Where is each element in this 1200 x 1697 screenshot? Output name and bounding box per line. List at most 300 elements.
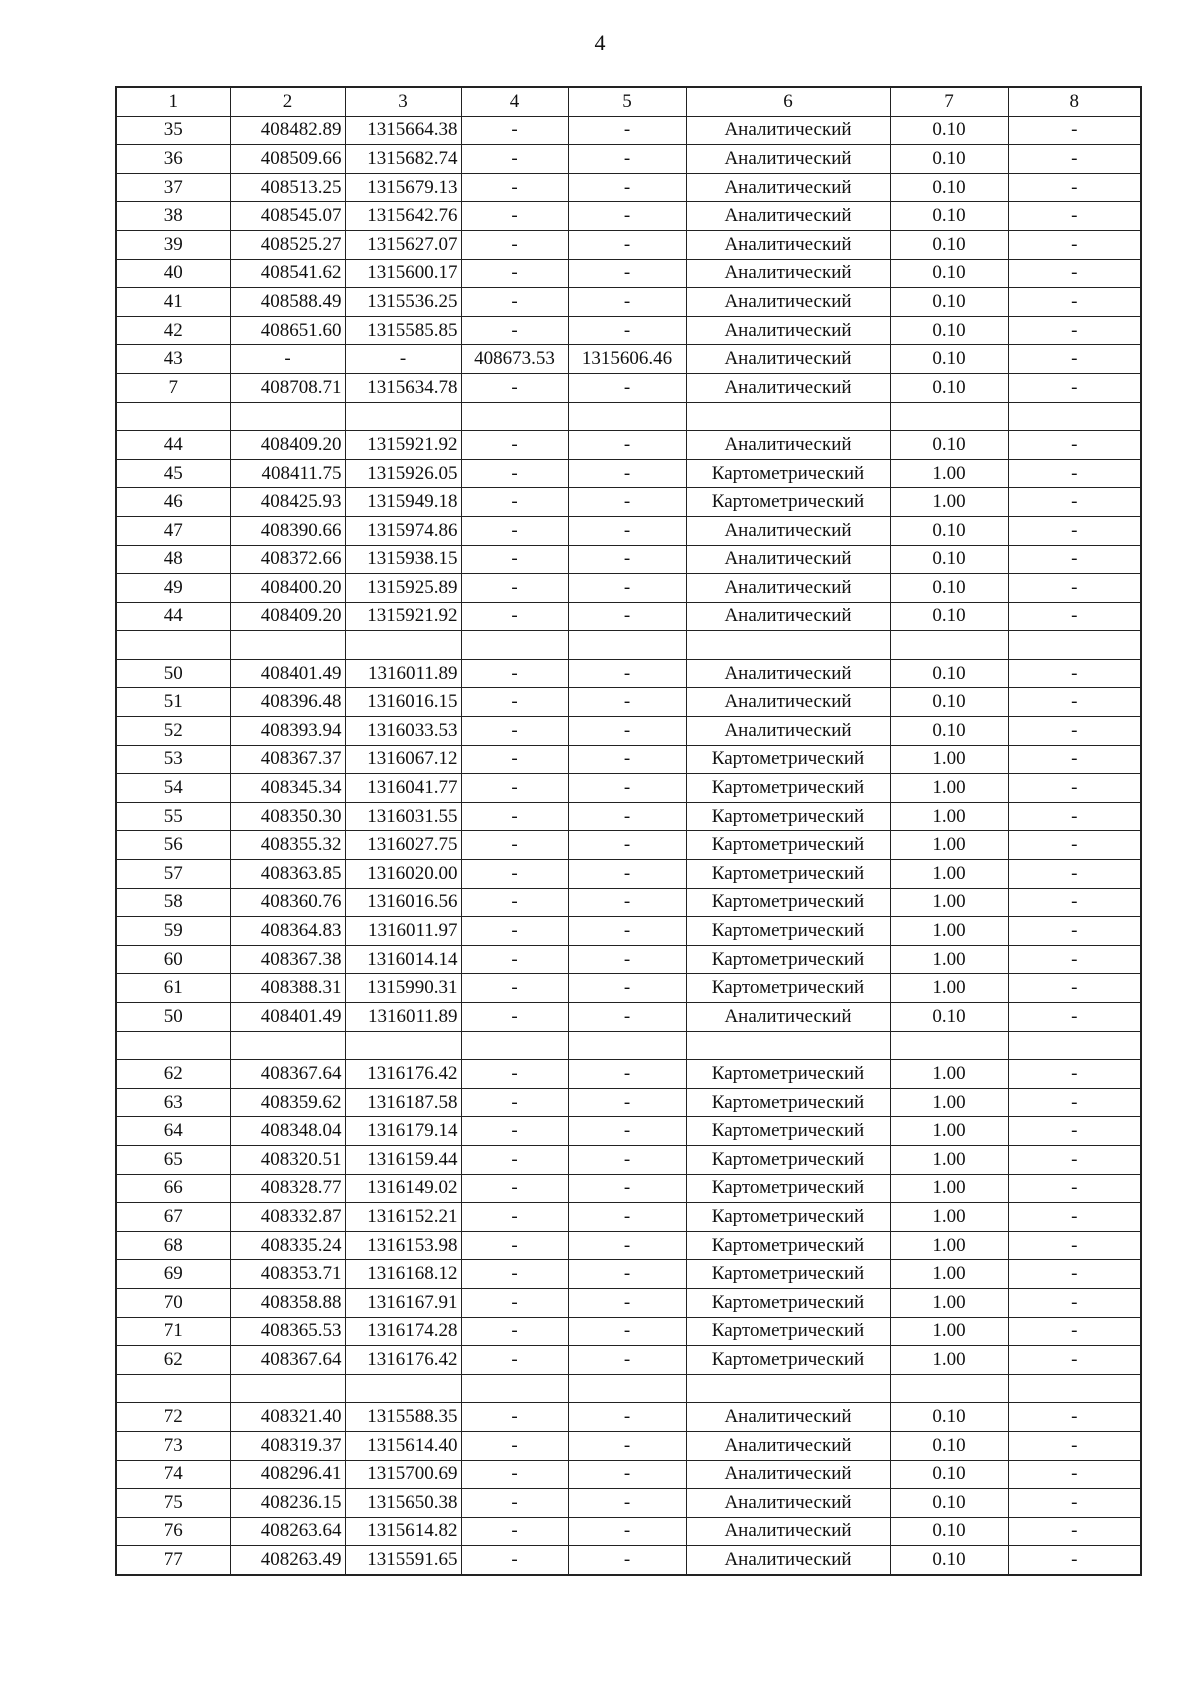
table-cell: 408335.24 [230, 1231, 345, 1260]
table-cell: 408365.53 [230, 1317, 345, 1346]
table-cell: - [568, 1060, 686, 1089]
table-cell: 1315600.17 [345, 259, 461, 288]
table-row [116, 1489, 1141, 1518]
table-cell: 1315938.15 [345, 545, 461, 574]
table-row [116, 545, 1141, 574]
table-cell: - [1008, 259, 1141, 288]
table-cell: - [568, 488, 686, 517]
table-cell: - [1008, 717, 1141, 746]
table-row [116, 717, 1141, 746]
table-cell: 0.10 [890, 1546, 1008, 1575]
table-row [116, 202, 1141, 231]
table-cell: 48 [116, 545, 230, 574]
table-cell: Картометрический [686, 1317, 890, 1346]
table-cell: Аналитический [686, 516, 890, 545]
table-cell: 1316016.15 [345, 688, 461, 717]
table-cell: 0.10 [890, 116, 1008, 145]
table-cell: 54 [116, 774, 230, 803]
table-cell: 1316168.12 [345, 1260, 461, 1289]
table-cell: 1316174.28 [345, 1317, 461, 1346]
table-cell: - [568, 1431, 686, 1460]
table-cell: 1316027.75 [345, 831, 461, 860]
table-cell: 408296.41 [230, 1460, 345, 1489]
table-cell: 408360.76 [230, 888, 345, 917]
table-cell: - [568, 1003, 686, 1032]
table-cell [461, 631, 568, 660]
table-cell: - [461, 1317, 568, 1346]
table-cell: - [568, 173, 686, 202]
table-cell: - [568, 1117, 686, 1146]
table-cell [568, 631, 686, 660]
table-row [116, 345, 1141, 374]
table-cell: - [461, 1546, 568, 1575]
table-cell: - [1008, 688, 1141, 717]
table-cell: 408353.71 [230, 1260, 345, 1289]
table-cell: Картометрический [686, 1117, 890, 1146]
table-cell: 408708.71 [230, 373, 345, 402]
table-cell: 408359.62 [230, 1088, 345, 1117]
table-cell: 1.00 [890, 1117, 1008, 1146]
table-cell: - [461, 1231, 568, 1260]
table-cell: 408525.27 [230, 230, 345, 259]
table-cell [686, 631, 890, 660]
table-cell: Аналитический [686, 259, 890, 288]
table-cell: 408409.20 [230, 602, 345, 631]
table-row [116, 1317, 1141, 1346]
table-cell: Картометрический [686, 745, 890, 774]
table-cell: Аналитический [686, 173, 890, 202]
table-cell [890, 1031, 1008, 1060]
table-cell: 408348.04 [230, 1117, 345, 1146]
table-cell: - [568, 717, 686, 746]
table-cell: Картометрический [686, 1060, 890, 1089]
table-cell: - [461, 1117, 568, 1146]
table-cell: 45 [116, 459, 230, 488]
table-cell [686, 402, 890, 431]
table-row [116, 774, 1141, 803]
table-cell: - [1008, 459, 1141, 488]
table-cell [230, 631, 345, 660]
table-cell: Картометрический [686, 459, 890, 488]
table-cell: - [461, 831, 568, 860]
table-cell: - [1008, 1003, 1141, 1032]
table-cell: Картометрический [686, 831, 890, 860]
table-cell: - [568, 831, 686, 860]
table-row [116, 688, 1141, 717]
table-cell: 1.00 [890, 459, 1008, 488]
table-cell: - [1008, 1260, 1141, 1289]
table-cell: - [461, 116, 568, 145]
table-cell: 408400.20 [230, 574, 345, 603]
table-cell: 1.00 [890, 1145, 1008, 1174]
table-cell: 408358.88 [230, 1288, 345, 1317]
table-cell: 1.00 [890, 1260, 1008, 1289]
table-cell: - [1008, 1346, 1141, 1375]
table-cell [1008, 1031, 1141, 1060]
table-cell: - [461, 259, 568, 288]
table-cell: 0.10 [890, 717, 1008, 746]
table-cell: - [568, 373, 686, 402]
table-row [116, 1003, 1141, 1032]
table-cell: - [568, 802, 686, 831]
table-cell [116, 631, 230, 660]
table-cell: - [1008, 345, 1141, 374]
table-cell: 408332.87 [230, 1203, 345, 1232]
table-cell: 408355.32 [230, 831, 345, 860]
table-cell: - [568, 1231, 686, 1260]
table-cell: Аналитический [686, 373, 890, 402]
table-cell: - [461, 602, 568, 631]
table-cell: - [461, 1260, 568, 1289]
table-cell: Аналитический [686, 1431, 890, 1460]
table-cell: 0.10 [890, 1403, 1008, 1432]
table-cell: 408367.37 [230, 745, 345, 774]
table-cell: - [568, 745, 686, 774]
table-cell: - [461, 574, 568, 603]
table-cell: 0.10 [890, 345, 1008, 374]
table-row [116, 917, 1141, 946]
table-cell: 0.10 [890, 545, 1008, 574]
table-cell: Аналитический [686, 1460, 890, 1489]
table-cell: - [461, 1460, 568, 1489]
table-cell: - [1008, 431, 1141, 460]
table-cell: 408367.64 [230, 1060, 345, 1089]
table-cell: - [1008, 1403, 1141, 1432]
table-row [116, 1374, 1141, 1403]
table-row [116, 1117, 1141, 1146]
table-cell: - [461, 516, 568, 545]
table-cell: - [1008, 230, 1141, 259]
table-cell: Аналитический [686, 717, 890, 746]
table-cell: - [461, 1174, 568, 1203]
table-cell: 43 [116, 345, 230, 374]
table-cell: - [568, 259, 686, 288]
table-cell: Картометрический [686, 888, 890, 917]
table-cell: 1315974.86 [345, 516, 461, 545]
table-cell: 50 [116, 1003, 230, 1032]
column-header: 1 [116, 87, 230, 116]
table-cell: - [1008, 659, 1141, 688]
table-cell: 1.00 [890, 1203, 1008, 1232]
table-cell: - [568, 1489, 686, 1518]
table-cell: - [461, 888, 568, 917]
table-cell: 408545.07 [230, 202, 345, 231]
table-cell: 76 [116, 1517, 230, 1546]
table-cell: - [1008, 373, 1141, 402]
column-header: 5 [568, 87, 686, 116]
table-cell: 408513.25 [230, 173, 345, 202]
table-cell [461, 402, 568, 431]
table-cell: Аналитический [686, 230, 890, 259]
table-cell: 35 [116, 116, 230, 145]
table-cell: 75 [116, 1489, 230, 1518]
table-cell: 1315679.13 [345, 173, 461, 202]
table-cell: 408401.49 [230, 1003, 345, 1032]
table-cell: 1.00 [890, 1346, 1008, 1375]
table-cell: 37 [116, 173, 230, 202]
table-cell: 1315926.05 [345, 459, 461, 488]
table-cell: 46 [116, 488, 230, 517]
table-cell: - [1008, 860, 1141, 889]
table-row [116, 945, 1141, 974]
table-cell: - [568, 516, 686, 545]
table-cell: - [461, 1517, 568, 1546]
column-header: 6 [686, 87, 890, 116]
table-cell: 1316176.42 [345, 1060, 461, 1089]
table-cell: 1315642.76 [345, 202, 461, 231]
table-cell: Картометрический [686, 945, 890, 974]
coordinates-table [115, 86, 1142, 1576]
table-cell: Аналитический [686, 288, 890, 317]
table-cell: - [568, 202, 686, 231]
table-cell: - [1008, 1489, 1141, 1518]
table-row [116, 631, 1141, 660]
table-cell: - [461, 1088, 568, 1117]
table-cell: 1.00 [890, 774, 1008, 803]
table-cell: - [1008, 945, 1141, 974]
table-cell: Аналитический [686, 1517, 890, 1546]
table-cell: - [1008, 1460, 1141, 1489]
table-body [116, 116, 1141, 1575]
table-cell: 1.00 [890, 1231, 1008, 1260]
table-cell: 70 [116, 1288, 230, 1317]
table-cell: 1.00 [890, 974, 1008, 1003]
table-cell: 1315650.38 [345, 1489, 461, 1518]
table-row [116, 1088, 1141, 1117]
table-cell: - [461, 688, 568, 717]
table-cell: 1316011.97 [345, 917, 461, 946]
table-row [116, 1288, 1141, 1317]
table-cell: 0.10 [890, 373, 1008, 402]
table-cell: 1316067.12 [345, 745, 461, 774]
table-cell: - [1008, 1203, 1141, 1232]
table-cell: Картометрический [686, 1231, 890, 1260]
table-cell: - [1008, 145, 1141, 174]
table-cell: 39 [116, 230, 230, 259]
table-cell: - [568, 1317, 686, 1346]
table-row [116, 145, 1141, 174]
column-header: 3 [345, 87, 461, 116]
table-row [116, 516, 1141, 545]
table-cell: - [230, 345, 345, 374]
table-cell: 408388.31 [230, 974, 345, 1003]
table-cell: 0.10 [890, 202, 1008, 231]
table-cell: 0.10 [890, 288, 1008, 317]
table-cell: - [461, 1060, 568, 1089]
table-cell: - [1008, 516, 1141, 545]
table-cell: - [461, 1403, 568, 1432]
table-row [116, 1203, 1141, 1232]
table-cell [345, 631, 461, 660]
table-cell: 44 [116, 431, 230, 460]
table-cell: 1316159.44 [345, 1145, 461, 1174]
table-row [116, 659, 1141, 688]
table-cell: - [461, 1346, 568, 1375]
table-cell: 0.10 [890, 1489, 1008, 1518]
table-cell [116, 1374, 230, 1403]
table-cell: 77 [116, 1546, 230, 1575]
table-cell: - [1008, 545, 1141, 574]
table-cell [890, 1374, 1008, 1403]
table-cell: 1316011.89 [345, 659, 461, 688]
table-cell: Картометрический [686, 1346, 890, 1375]
table-cell: - [1008, 602, 1141, 631]
table-cell: 57 [116, 860, 230, 889]
table-cell: 1315921.92 [345, 431, 461, 460]
table-cell: 0.10 [890, 602, 1008, 631]
table-cell: 0.10 [890, 1003, 1008, 1032]
table-cell: - [568, 1546, 686, 1575]
table-cell: - [461, 230, 568, 259]
table-cell: - [1008, 802, 1141, 831]
table-cell: Картометрический [686, 1088, 890, 1117]
table-cell: 408651.60 [230, 316, 345, 345]
table-cell [230, 1031, 345, 1060]
table-cell: 408350.30 [230, 802, 345, 831]
table-cell: Картометрический [686, 1145, 890, 1174]
table-row [116, 1517, 1141, 1546]
table-cell: - [461, 1288, 568, 1317]
table-row [116, 259, 1141, 288]
table-cell: 408345.34 [230, 774, 345, 803]
table-row [116, 1231, 1141, 1260]
table-row [116, 488, 1141, 517]
table-row [116, 1546, 1141, 1575]
table-cell: Аналитический [686, 574, 890, 603]
table-cell: 60 [116, 945, 230, 974]
table-cell: 408482.89 [230, 116, 345, 145]
table-cell: 408236.15 [230, 1489, 345, 1518]
table-row [116, 116, 1141, 145]
table-cell: - [568, 688, 686, 717]
table-cell: Картометрический [686, 917, 890, 946]
table-cell: 408363.85 [230, 860, 345, 889]
table-cell: Картометрический [686, 1203, 890, 1232]
table-cell [568, 1374, 686, 1403]
table-cell: 1315664.38 [345, 116, 461, 145]
table-cell: - [1008, 574, 1141, 603]
table-cell: 408390.66 [230, 516, 345, 545]
column-header: 8 [1008, 87, 1141, 116]
table-cell: - [461, 745, 568, 774]
table-cell: - [461, 802, 568, 831]
table-cell: 1315536.25 [345, 288, 461, 317]
table-cell: - [1008, 1317, 1141, 1346]
table-cell: - [1008, 116, 1141, 145]
table-cell: - [568, 945, 686, 974]
table-cell: 59 [116, 917, 230, 946]
table-cell [890, 402, 1008, 431]
table-cell: 7 [116, 373, 230, 402]
table-row [116, 1260, 1141, 1289]
table-cell: - [461, 1003, 568, 1032]
table-cell: - [568, 574, 686, 603]
table-cell: 40 [116, 259, 230, 288]
table-row [116, 1460, 1141, 1489]
table-cell: 1315588.35 [345, 1403, 461, 1432]
table-cell: 408320.51 [230, 1145, 345, 1174]
table-cell: - [1008, 488, 1141, 517]
table-cell: - [568, 145, 686, 174]
table-cell: 0.10 [890, 659, 1008, 688]
table-cell: - [1008, 831, 1141, 860]
table-cell: 408425.93 [230, 488, 345, 517]
table-cell: 408409.20 [230, 431, 345, 460]
table-cell: 408401.49 [230, 659, 345, 688]
table-cell: 0.10 [890, 1517, 1008, 1546]
table-cell: - [461, 545, 568, 574]
table-cell: 0.10 [890, 145, 1008, 174]
table-cell: 1316016.56 [345, 888, 461, 917]
table-cell: - [1008, 1060, 1141, 1089]
column-header: 7 [890, 87, 1008, 116]
table-cell: Аналитический [686, 602, 890, 631]
table-row [116, 888, 1141, 917]
table-cell: 1315614.82 [345, 1517, 461, 1546]
table-cell: 1.00 [890, 488, 1008, 517]
table-cell [345, 402, 461, 431]
table-cell: 50 [116, 659, 230, 688]
table-cell: - [1008, 1517, 1141, 1546]
table-cell: 1315627.07 [345, 230, 461, 259]
table-cell: - [1008, 1546, 1141, 1575]
table-cell: Аналитический [686, 1489, 890, 1518]
table-cell: 0.10 [890, 316, 1008, 345]
table-cell [568, 402, 686, 431]
table-row [116, 459, 1141, 488]
table-cell: 408509.66 [230, 145, 345, 174]
table-cell: - [461, 1431, 568, 1460]
table-cell: - [568, 316, 686, 345]
table-cell: - [1008, 1231, 1141, 1260]
table-cell: 1316011.89 [345, 1003, 461, 1032]
table-cell: - [568, 1145, 686, 1174]
table-cell [461, 1031, 568, 1060]
table-cell: Картометрический [686, 1288, 890, 1317]
table-cell: - [1008, 1174, 1141, 1203]
table-cell: 1315591.65 [345, 1546, 461, 1575]
table-cell: 1316149.02 [345, 1174, 461, 1203]
table-cell: 1316153.98 [345, 1231, 461, 1260]
table-cell: 0.10 [890, 688, 1008, 717]
table-row [116, 1031, 1141, 1060]
table-cell [686, 1374, 890, 1403]
table-cell: - [568, 1260, 686, 1289]
table-cell: 1315606.46 [568, 345, 686, 374]
table-cell: - [461, 717, 568, 746]
table-cell: - [461, 860, 568, 889]
table-cell: Аналитический [686, 116, 890, 145]
table-cell: - [568, 459, 686, 488]
table-cell: - [568, 1174, 686, 1203]
table-cell: 51 [116, 688, 230, 717]
table-cell: 1315921.92 [345, 602, 461, 631]
table-cell: 36 [116, 145, 230, 174]
table-cell: - [1008, 1088, 1141, 1117]
table-cell: - [1008, 774, 1141, 803]
table-cell: 1316176.42 [345, 1346, 461, 1375]
table-cell: 1315700.69 [345, 1460, 461, 1489]
table-cell: - [461, 173, 568, 202]
table-cell: 0.10 [890, 259, 1008, 288]
table-cell: 1315949.18 [345, 488, 461, 517]
table-row [116, 402, 1141, 431]
table-cell: Аналитический [686, 659, 890, 688]
table-cell [461, 1374, 568, 1403]
table-row [116, 802, 1141, 831]
table-cell: 64 [116, 1117, 230, 1146]
table-cell: 408367.64 [230, 1346, 345, 1375]
